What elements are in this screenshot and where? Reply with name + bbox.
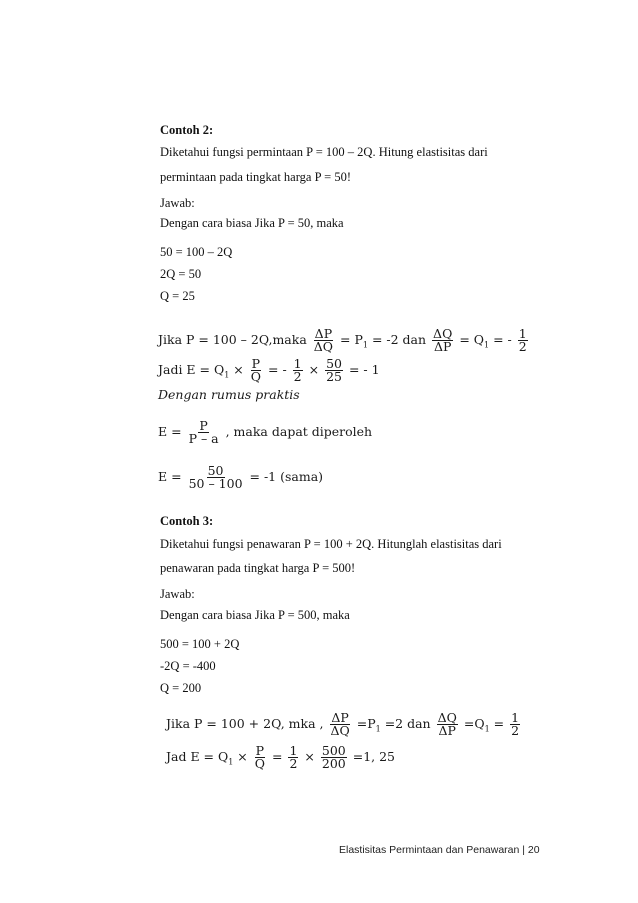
fraction-one-half: $\frac{1}{2}$ [293, 356, 302, 384]
example2-formula1: Jika P = 100 – 2Q,maka $\frac{\Delta P}{\Delta Q}$ = $P_1 = -2$ dan $\frac{\Delta Q}{\Delta P}$ = $Q_1$ = - $\frac{1}{2}$ [158, 326, 527, 354]
example2-answer-label: Jawab: [160, 196, 195, 210]
example2-method: Dengan cara biasa Jika P = 50, maka [160, 216, 344, 230]
formula1-prefix: Jika P = 100 – 2Q,maka [158, 332, 307, 347]
example2-formula2: Jadi $E = Q_1$ × $\frac{P}{Q}$ = - $\frac{1}{2}$ × $\frac{50}{25}$ = - 1 [158, 356, 380, 384]
fraction-P-Q: $\frac{P}{Q}$ [250, 356, 262, 384]
example3-problem-line1: Diketahui fungsi penawaran P = 100 + 2Q. Hitunglah elastisitas dari [160, 537, 502, 551]
fraction-P-Q: $\frac{P}{Q}$ [254, 743, 266, 771]
example3-answer-label: Jawab: [160, 587, 195, 601]
fraction-500-200: $\frac{500}{200}$ [321, 743, 346, 771]
example3-step-3: Q = 200 [160, 681, 202, 695]
example3-formula2: Jad $E = Q_1$ × $\frac{P}{Q}$ = $\frac{1}{2}$ × $\frac{500}{200}$ =1, 25 [166, 743, 395, 771]
fraction-one-half: $\frac{1}{2}$ [518, 326, 527, 354]
fraction-one-half: $\frac{1}{2}$ [511, 710, 520, 738]
example2-problem-line2: permintaan pada tingkat harga P = 50! [160, 170, 352, 184]
example2-step-2: 2Q = 50 [160, 267, 202, 281]
fraction-dP-dQ: $\frac{\Delta P}{\Delta Q}$ [330, 710, 350, 738]
example3-heading: Contoh 3: [160, 514, 214, 528]
fraction-dQ-dP: $\frac{\Delta Q}{\Delta P}$ [433, 326, 453, 354]
page-footer: Elastisitas Permintaan dan Penawaran | 20 [339, 844, 540, 856]
fraction-one-half: $\frac{1}{2}$ [289, 743, 298, 771]
fraction-50-over-50-100: $\frac{50}{50 - 100}$ [188, 463, 243, 491]
fraction-dP-dQ: $\frac{\Delta P}{\Delta Q}$ [313, 326, 334, 354]
example2-step-1: 50 = 100 – 2Q [160, 245, 233, 259]
fraction-50-25: $\frac{50}{25}$ [326, 356, 342, 384]
example3-formula1: Jika P = 100 + 2Q, mka , $\frac{\Delta P}{\Delta Q}$ $=P_1 =2$ dan $\frac{\Delta Q}{\Delta P}$ $=Q_1$ = $\frac{1}{2}$ [166, 710, 520, 738]
example2-step-3: Q = 25 [160, 289, 195, 303]
fraction-P-Pa: $\frac{P}{P - a}$ [188, 418, 219, 446]
example2-problem-line1: Diketahui fungsi permintaan P = 100 – 2Q. Hitung elastisitas dari [160, 145, 488, 159]
example2-practical-label: Dengan rumus praktis [158, 387, 300, 402]
fraction-dQ-dP: $\frac{\Delta Q}{\Delta P}$ [437, 710, 457, 738]
example3-method: Dengan cara biasa Jika P = 500, maka [160, 608, 350, 622]
example2-heading: Contoh 2: [160, 123, 214, 137]
example3-step-2: -2Q = -400 [160, 659, 216, 673]
example2-formula3: E = $\frac{P}{P - a}$ , maka dapat diperoleh [158, 418, 373, 446]
example3-step-1: 500 = 100 + 2Q [160, 637, 240, 651]
example3-problem-line2: penawaran pada tingkat harga P = 500! [160, 561, 356, 575]
example2-formula4: E = $\frac{50}{50 - 100}$ = -1 (sama) [158, 463, 324, 491]
